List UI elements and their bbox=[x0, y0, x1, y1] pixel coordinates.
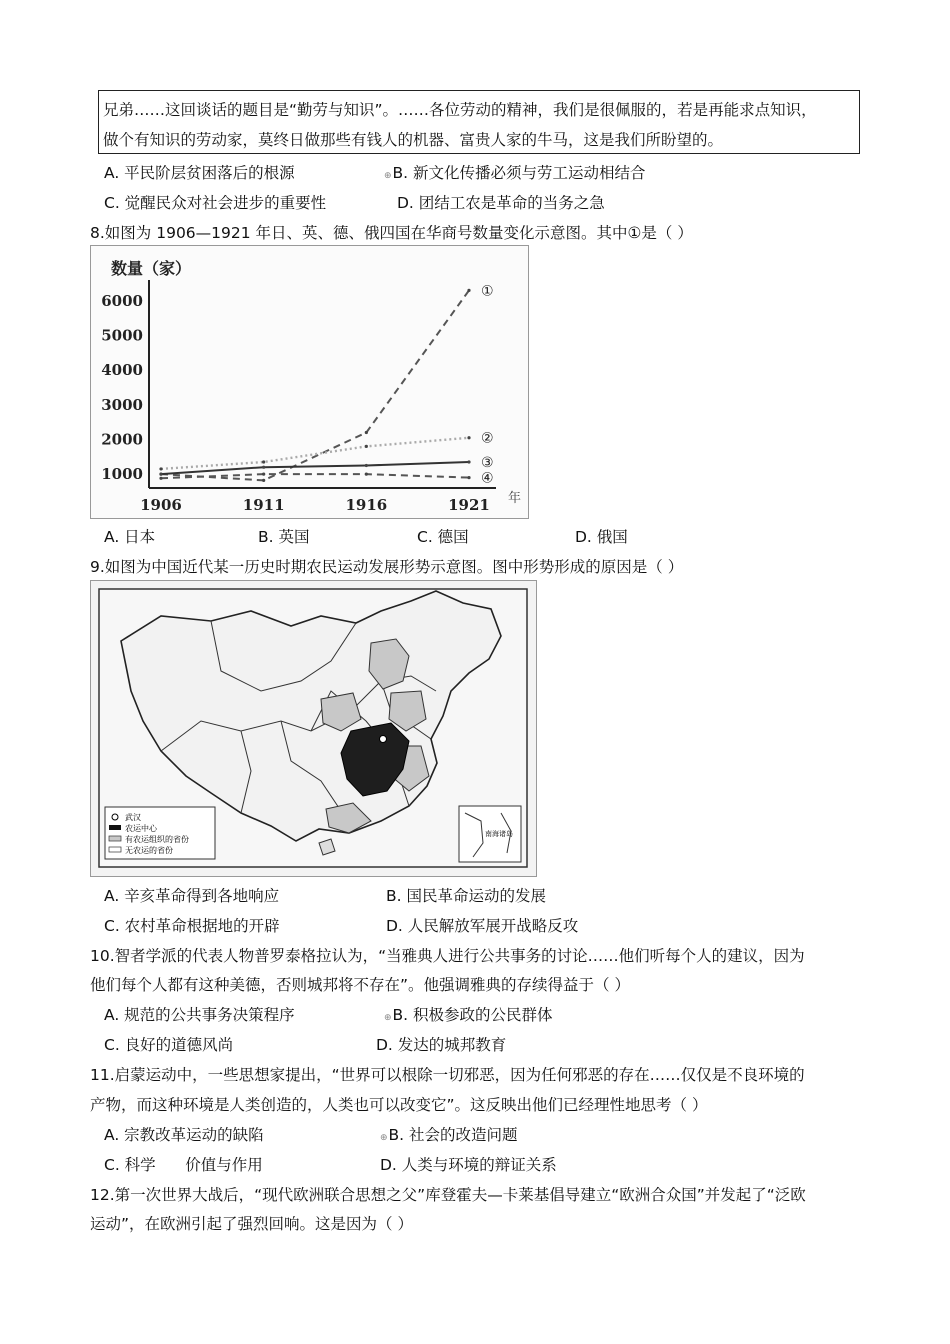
q10-option-d[interactable]: D. 发达的城邦教育 bbox=[376, 1036, 507, 1054]
legend-centre-swatch bbox=[109, 825, 121, 830]
q11-option-c[interactable]: C. 科学 价值与作用 bbox=[104, 1156, 263, 1174]
line-chart bbox=[91, 246, 528, 518]
q7-option-c[interactable]: C. 觉醒民众对社会进步的重要性 bbox=[104, 194, 327, 212]
legend-wuhan-label: 武汉 bbox=[125, 813, 141, 822]
q7-option-b-label: B. 新文化传播必须与劳工运动相结合 bbox=[392, 164, 646, 182]
anchor-mark-icon: ⊕ bbox=[384, 171, 392, 181]
q9-option-b[interactable]: B. 国民革命运动的发展 bbox=[386, 887, 546, 905]
y-tick-label: 4000 bbox=[101, 361, 143, 380]
y-tick-label: 2000 bbox=[101, 430, 143, 449]
x-tick-label: 1916 bbox=[345, 496, 388, 514]
q8-stem: 8.如图为 1906—1921 年日、英、德、俄四国在华商号数量变化示意图。其中①是（ ） bbox=[90, 224, 693, 242]
y-tick-label: 1000 bbox=[101, 465, 143, 484]
series-2-point bbox=[262, 460, 265, 463]
x-axis-label: 年 bbox=[508, 491, 522, 506]
q11-option-b-label: B. 社会的改造问题 bbox=[388, 1126, 518, 1144]
q11-stem-line-1: 11.启蒙运动中，一些思想家提出，“世界可以根除一切邪恶，因为任何邪恶的存在……仅仅是不良环境的 bbox=[90, 1066, 805, 1084]
q8-option-d[interactable]: D. 俄国 bbox=[575, 528, 628, 546]
q9-option-c[interactable]: C. 农村革命根据地的开辟 bbox=[104, 917, 280, 935]
legend-organized-swatch bbox=[109, 836, 121, 841]
x-tick-label: 1911 bbox=[242, 496, 285, 514]
q12-stem-line-1: 12.第一次世界大战后，“现代欧洲联合思想之父”库登霍夫—卡莱基倡导建立“欧洲合众国”并发起了“泛欧 bbox=[90, 1186, 806, 1204]
q10-stem-line-2: 他们每个人都有这种美德，否则城邦将不存在”。他强调雅典的存续得益于（ ） bbox=[90, 976, 630, 994]
x-tick-label: 1906 bbox=[140, 496, 182, 514]
legend-organized-label: 有农运组织的省份 bbox=[125, 835, 189, 844]
anchor-mark-icon: ⊕ bbox=[384, 1013, 392, 1023]
legend-wuhan-icon bbox=[112, 814, 118, 820]
series-2-point bbox=[365, 445, 368, 448]
q8-option-b[interactable]: B. 英国 bbox=[258, 528, 310, 546]
series-1-label: ① bbox=[481, 283, 494, 300]
q10-option-b-label: B. 积极参政的公民群体 bbox=[392, 1006, 553, 1024]
q12-stem-line-2: 运动”，在欧洲引起了强烈回响。这是因为（ ） bbox=[90, 1215, 413, 1233]
q7-option-a[interactable]: A. 平民阶层贫困落后的根源 bbox=[104, 164, 295, 182]
q9-option-a[interactable]: A. 辛亥革命得到各地响应 bbox=[104, 887, 280, 905]
anchor-mark-icon: ⊕ bbox=[380, 1133, 388, 1143]
y-tick-label: 6000 bbox=[101, 291, 143, 310]
series-2-point bbox=[159, 467, 162, 470]
series-3-point bbox=[365, 464, 368, 467]
series-3-point bbox=[467, 460, 470, 463]
q8-option-a[interactable]: A. 日本 bbox=[104, 528, 156, 546]
series-3-point bbox=[262, 466, 265, 469]
inset-label: 南海诸岛 bbox=[485, 830, 513, 838]
series-4-point bbox=[365, 473, 368, 476]
q9-map-figure bbox=[90, 580, 537, 877]
series-2-label: ② bbox=[481, 430, 494, 447]
quote-line-2: 做个有知识的劳动家，莫终日做那些有钱人的机器、富贵人家的牛马，这是我们所盼望的。 bbox=[103, 131, 724, 149]
legend-none-swatch bbox=[109, 847, 121, 852]
q8-chart-figure bbox=[90, 245, 529, 519]
x-tick-label: 1921 bbox=[448, 496, 490, 514]
y-axis-label: 数量（家） bbox=[111, 259, 192, 278]
series-1-point bbox=[467, 289, 470, 292]
series-line-3 bbox=[161, 462, 469, 474]
q7-option-d[interactable]: D. 团结工农是革命的当务之急 bbox=[397, 194, 605, 212]
q10-option-a[interactable]: A. 规范的公共事务决策程序 bbox=[104, 1006, 295, 1024]
series-1-point bbox=[262, 479, 265, 482]
series-2-point bbox=[467, 436, 470, 439]
q11-option-d[interactable]: D. 人类与环境的辩证关系 bbox=[380, 1156, 557, 1174]
q9-stem: 9.如图为中国近代某一历史时期农民运动发展形势示意图。图中形势形成的原因是（ ） bbox=[90, 558, 684, 576]
q7-option-b[interactable] bbox=[384, 161, 646, 183]
quote-line-1: 兄弟……这回谈话的题目是“勤劳与知识”。……各位劳动的精神，我们是很佩服的，若是再能求点知识， bbox=[103, 101, 817, 119]
q10-option-c[interactable]: C. 良好的道德风尚 bbox=[104, 1036, 234, 1054]
china-map bbox=[91, 581, 536, 876]
q10-stem-line-1: 10.智者学派的代表人物普罗泰格拉认为，“当雅典人进行公共事务的讨论……他们听每个人的建议，因为 bbox=[90, 947, 805, 965]
legend-centre-label: 农运中心 bbox=[125, 824, 157, 833]
q8-option-c[interactable]: C. 德国 bbox=[417, 528, 469, 546]
q9-option-d[interactable]: D. 人民解放军展开战略反攻 bbox=[386, 917, 579, 935]
series-4-label: ④ bbox=[481, 470, 494, 487]
q11-option-a[interactable]: A. 宗教改革运动的缺陷 bbox=[104, 1126, 264, 1144]
y-tick-label: 5000 bbox=[101, 326, 143, 345]
quote-box bbox=[98, 90, 860, 154]
series-line-1 bbox=[161, 290, 469, 480]
legend-none-label: 无农运的省份 bbox=[125, 846, 173, 855]
y-tick-label: 3000 bbox=[101, 395, 143, 414]
series-3-point bbox=[159, 473, 162, 476]
series-4-point bbox=[467, 476, 470, 479]
q11-option-b[interactable] bbox=[380, 1123, 518, 1145]
series-4-point bbox=[159, 477, 162, 480]
series-4-point bbox=[262, 473, 265, 476]
series-1-point bbox=[365, 431, 368, 434]
series-line-4 bbox=[161, 474, 469, 478]
series-3-label: ③ bbox=[481, 455, 494, 471]
q11-stem-line-2: 产物，而这种环境是人类创造的，人类也可以改变它”。这反映出他们已经理性地思考（ ） bbox=[90, 1096, 708, 1114]
wuhan-marker-icon bbox=[380, 736, 387, 743]
q10-option-b[interactable] bbox=[384, 1003, 553, 1025]
